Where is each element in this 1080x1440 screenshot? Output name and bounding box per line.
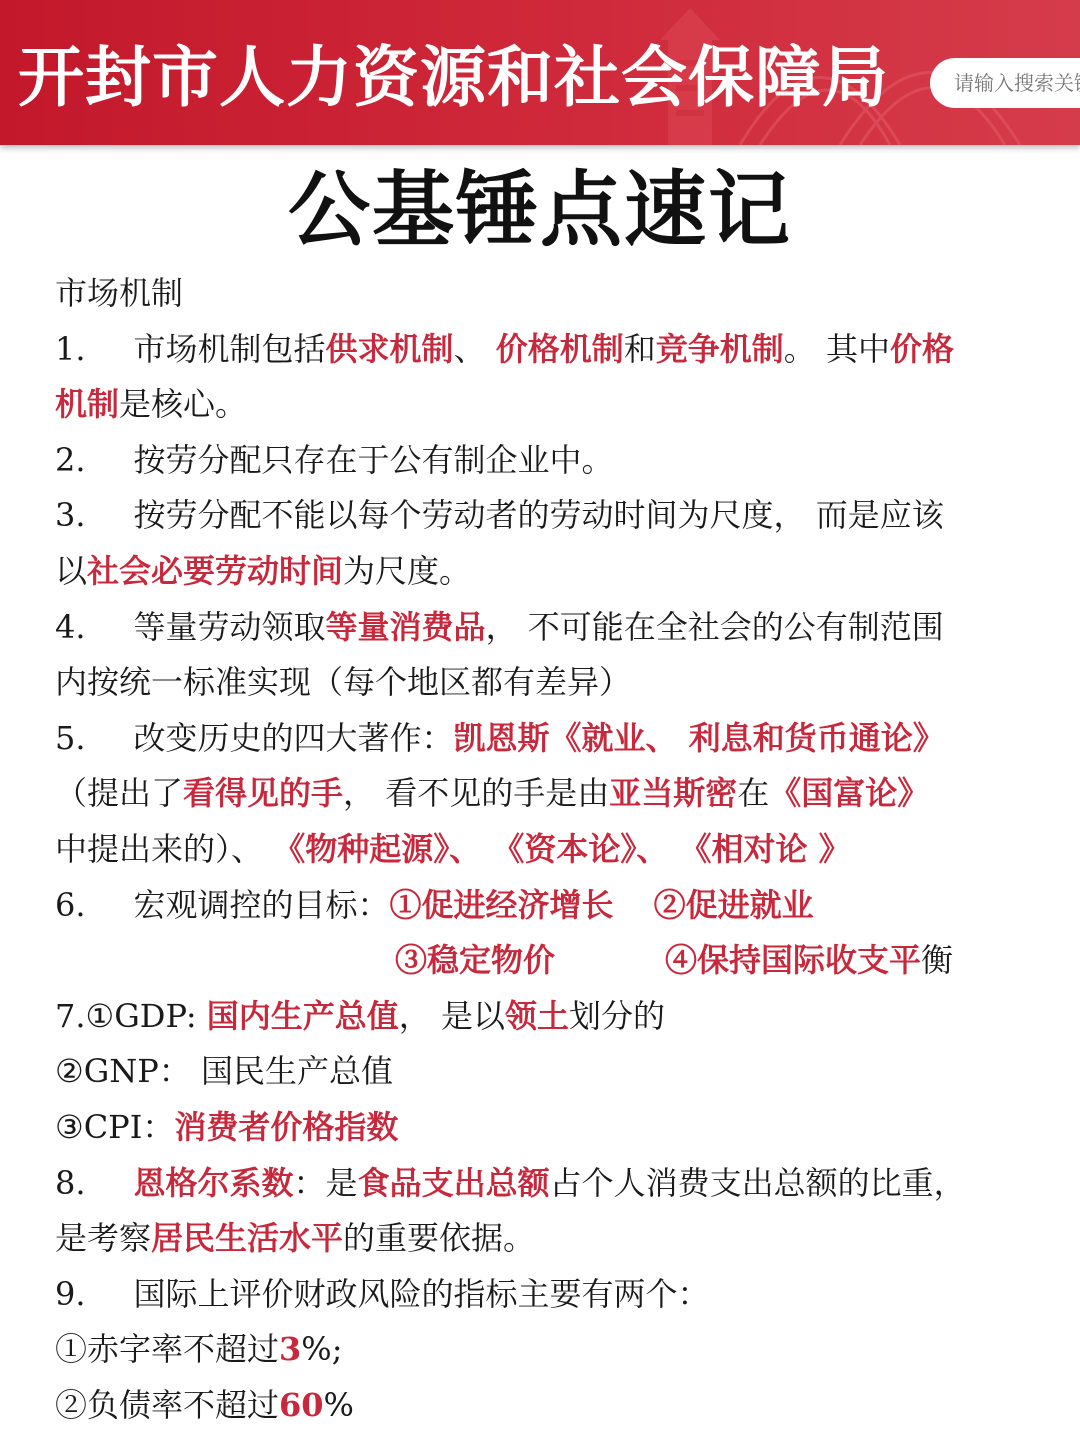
item-9-text: %; (301, 1330, 343, 1369)
item-7-line-3 (55, 1100, 1015, 1156)
item-3-text: 按劳分配不能以每个劳动者的劳动时间为尺度， 而是应该 (133, 496, 944, 535)
item-1-highlight: 价格机制 (495, 329, 624, 368)
item-2-line-1 (55, 433, 1015, 489)
item-6-text: 衡 (921, 941, 954, 980)
item-8-text: 是考察 (55, 1219, 152, 1258)
item-7-text: ②GNP： 国民生产总值 (55, 1052, 393, 1091)
item-4-number: 4. (55, 607, 86, 646)
item-1-highlight: 竞争机制 (655, 329, 784, 368)
item-3-line-1 (55, 488, 1015, 544)
item-5-text: （提出了 (55, 774, 184, 813)
item-1-text: 。 其中 (783, 329, 890, 368)
item-6-number: 6. (55, 885, 86, 924)
item-4-text: 内按统一标准实现（每个地区都有差异） (55, 663, 632, 702)
item-4-line-1 (55, 600, 1015, 656)
search-input[interactable] (954, 58, 1080, 108)
item-9-highlight: 60 (279, 1385, 324, 1424)
item-1-highlight: 供求机制 (325, 329, 454, 368)
search-box[interactable] (930, 58, 1080, 108)
item-5-number: 5. (55, 718, 86, 757)
item-7-highlight: 国内生产总值 (206, 996, 399, 1035)
item-6-highlight: ①促进经济增长 (389, 885, 614, 924)
site-header (0, 0, 1080, 145)
item-6-text: 宏观调控的目标： (133, 885, 390, 924)
item-6-line-1 (55, 878, 1015, 934)
item-9-text: ②负债率不超过 (55, 1385, 280, 1424)
item-8-line-1 (55, 1156, 1015, 1212)
item-8-highlight: 恩格尔系数 (133, 1163, 294, 1202)
item-9-line-3 (55, 1378, 1015, 1434)
item-7-text: ③CPI： (55, 1107, 175, 1146)
item-7-line-1 (55, 989, 1015, 1045)
site-title: 开封市人力资源和社会保障局 (18, 39, 889, 116)
item-5-text: 在 (737, 774, 770, 813)
item-2-number: 2. (55, 440, 86, 479)
item-5-highlight: 凯恩斯《就业、 利息和货币通论》 (453, 718, 945, 757)
item-6-highlight: ④保持国际收支平 (665, 941, 922, 980)
item-7-highlight: 领土 (504, 996, 569, 1035)
item-1-text: 市场机制包括 (133, 329, 326, 368)
item-9-highlight: 3 (279, 1330, 302, 1369)
item-5-line-3 (55, 822, 1015, 878)
item-7-text: 7.①GDP: (55, 996, 207, 1035)
item-4-line-2 (55, 655, 1015, 711)
item-1-text: 是核心。 (119, 385, 248, 424)
item-5-line-2 (55, 766, 1015, 822)
item-8-line-2 (55, 1211, 1015, 1267)
item-4-text: ， 不可能在全社会的公有制范围 (485, 607, 944, 646)
item-5-highlight: 看得见的手 (183, 774, 344, 813)
item-5-text: ， 看不见的手是由 (343, 774, 610, 813)
document-title: 公基锤点速记 (287, 162, 792, 258)
item-9-line-1 (55, 1267, 1015, 1323)
item-5-text: 改变历史的四大著作： (133, 718, 454, 757)
item-8-highlight: 居民生活水平 (151, 1219, 344, 1258)
item-7-text: ， 是以 (398, 996, 505, 1035)
item-8-text: ：是 (293, 1163, 358, 1202)
item-1-highlight: 价格 (889, 329, 954, 368)
item-9-text: 国际上评价财政风险的指标主要有两个： (133, 1274, 710, 1313)
item-2-text: 按劳分配只存在于公有制企业中。 (133, 440, 614, 479)
item-4-highlight: 等量消费品 (325, 607, 486, 646)
item-4-text: 等量劳动领取 (133, 607, 326, 646)
item-1-highlight: 机制 (55, 385, 120, 424)
item-5-highlight: 亚当斯密 (609, 774, 738, 813)
item-5-text: 中提出来的）、 (55, 829, 274, 868)
item-9-line-2 (55, 1322, 1015, 1378)
item-7-text: 划分的 (569, 996, 666, 1035)
item-9-text: % (323, 1385, 354, 1424)
item-3-number: 3. (55, 496, 86, 535)
item-9-text: ①赤字率不超过 (55, 1330, 280, 1369)
item-3-highlight: 社会必要劳动时间 (87, 551, 344, 590)
item-1-text: 、 (453, 329, 496, 368)
item-3-text: 为尺度。 (343, 551, 472, 590)
item-5-line-1 (55, 711, 1015, 767)
item-9-number: 9. (55, 1274, 86, 1313)
item-6-highlight: ③稳定物价 (395, 941, 556, 980)
item-3-line-2 (55, 544, 1015, 600)
document-body (55, 266, 1015, 1433)
item-6-highlight: ②促进就业 (653, 885, 814, 924)
item-8-text: 占个人消费支出总额的比重， (549, 1163, 966, 1202)
item-1-text: 和 (623, 329, 656, 368)
item-8-text: 的重要依据。 (343, 1219, 536, 1258)
item-7-highlight: 消费者价格指数 (174, 1107, 399, 1146)
item-8-number: 8. (55, 1163, 86, 1202)
section-heading (55, 266, 1015, 322)
item-1-line-2 (55, 377, 1015, 433)
item-1-number: 1. (55, 329, 86, 368)
item-7-line-2 (55, 1044, 1015, 1100)
section-heading-text: 市场机制 (55, 274, 184, 312)
item-5-highlight: 《国富论》 (769, 774, 930, 813)
item-5-highlight: 《物种起源》、 《资本论》、 《相对论 》 (273, 829, 851, 868)
item-3-text: 以 (55, 551, 88, 590)
item-8-highlight: 食品支出总额 (357, 1163, 550, 1202)
item-1-line-1 (55, 322, 1015, 378)
item-6-line-2 (55, 933, 1015, 989)
